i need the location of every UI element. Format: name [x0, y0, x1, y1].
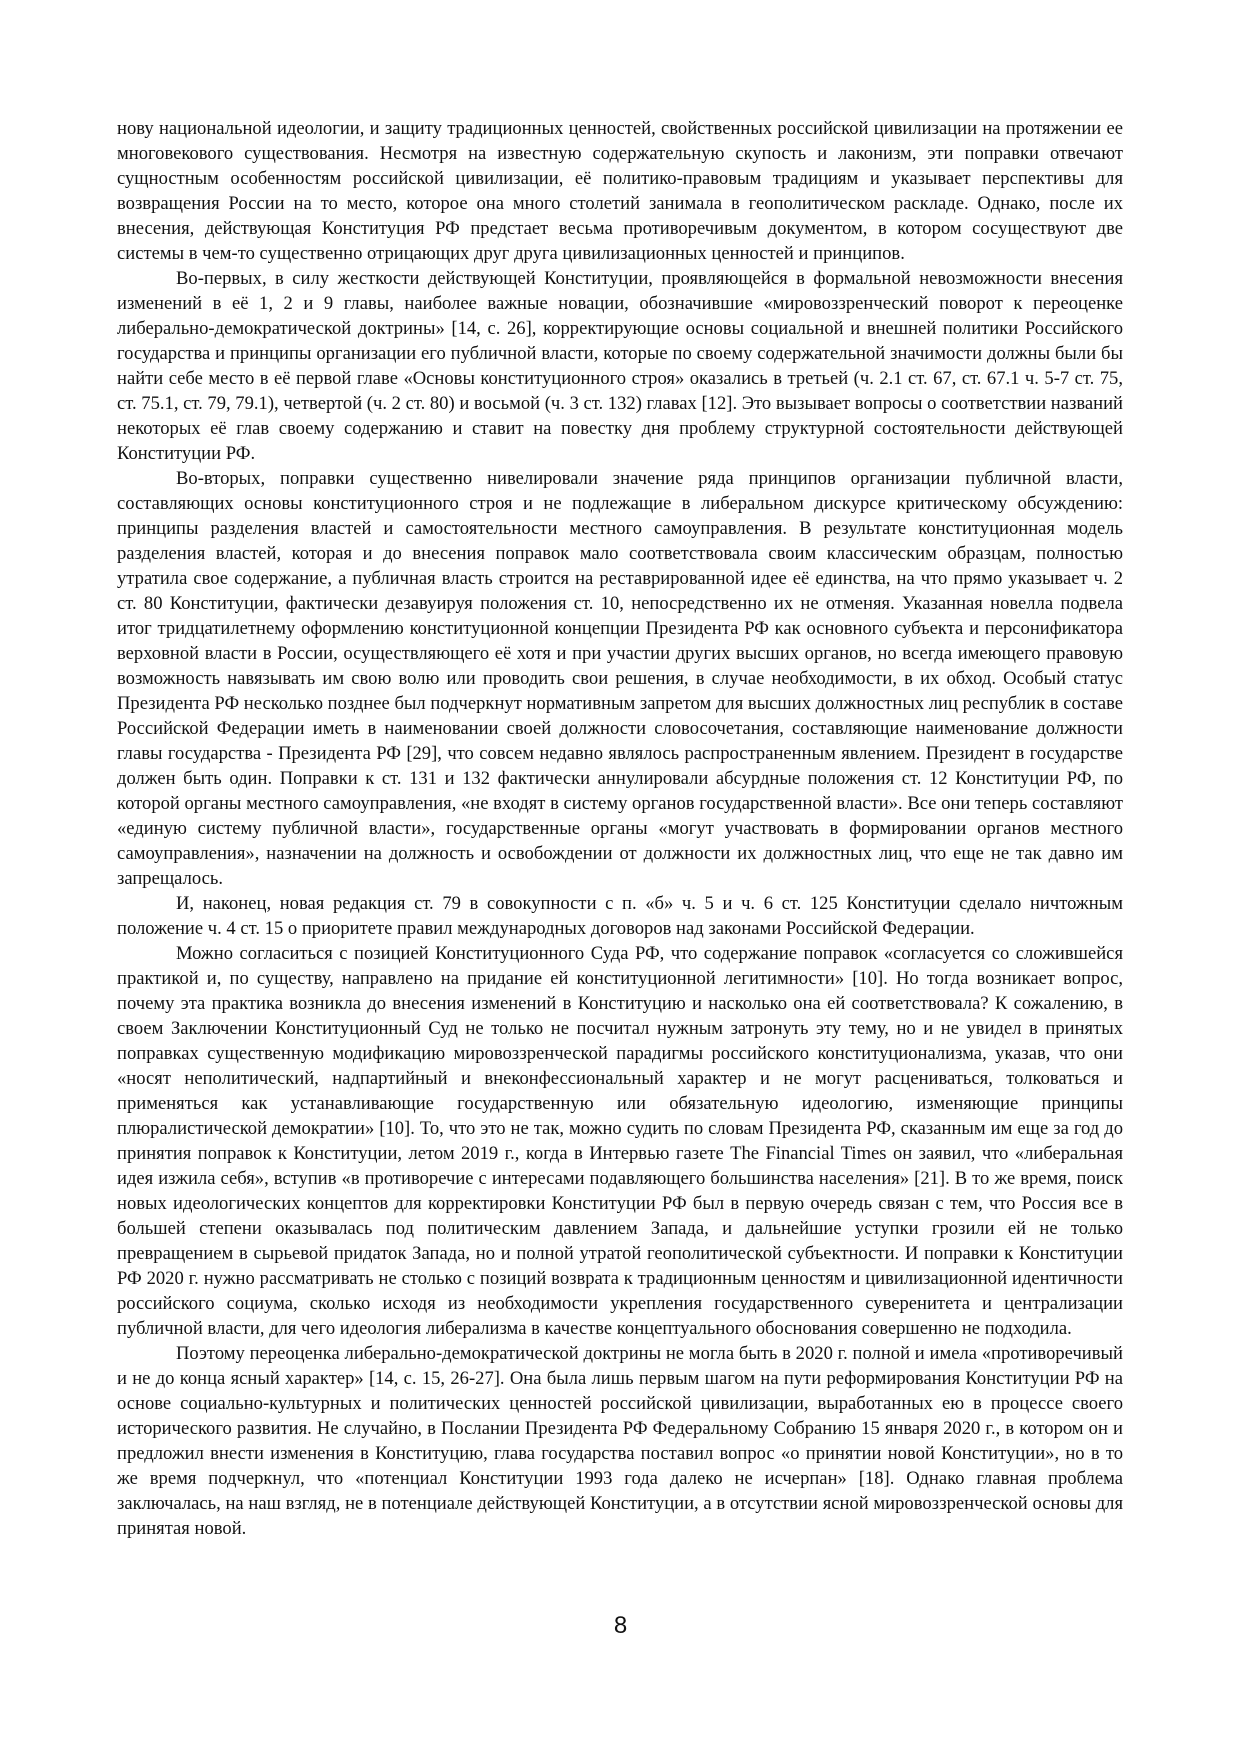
paragraph-2: Во-первых, в силу жесткости действующей Конституции, проявляющейся в формальной невозможности внесения изменений в её 1, 2 и 9 главы, наиболее важные новации, обозначившие «мировоззренческий поворот к переоценке либерально-демократической доктрины» [14, с. 26], корректирующие основы социальной и внешней политики Российского государства и принципы организации его публичной власти, которые по своему содержательной значимости должны были бы найти себе место в её первой главе «Основы конституционного строя» оказались в третьей (ч. 2.1 ст. 67, ст. 67.1 ч. 5-7 ст. 75, ст. 75.1, ст. 79, 79.1), четвертой (ч. 2 ст. 80) и восьмой (ч. 3 ст. 132) главах [12]. Это вызывает вопросы о соответствии названий некоторых её глав своему содержанию и ставит на повестку дня проблему структурной состоятельности действующей Конституции РФ.	[117, 268, 1123, 464]
paragraph-4: И, наконец, новая редакция ст. 79 в совокупности с п. «б» ч. 5 и ч. 6 ст. 125 Конституции сделало ничтожным положение ч. 4 ст. 15 о приоритете правил международных договоров над законами Российской Федерации.	[117, 893, 1123, 939]
page-number: 8	[613, 1612, 628, 1639]
paragraph-3: Во-вторых, поправки существенно нивелировали значение ряда принципов организации публичной власти, составляющих основы конституционного строя и не подлежащие в либеральном дискурсе критическому обсуждению: принципы разделения властей и самостоятельности местного самоуправления. В результате конституционная модель разделения властей, которая и до внесения поправок мало соответствовала своим классическим образцам, полностью утратила свое содержание, а публичная власть строится на реставрированной идее её единства, на что прямо указывает ч. 2 ст. 80 Конституции, фактически дезавуируя положения ст. 10, непосредственно их не отменяя. Указанная новелла подвела итог тридцатилетнему оформлению конституционной концепции Президента РФ как основного субъекта и персонификатора верховной власти в России, осуществляющего её хотя и при участии других высших органов, но всегда имеющего правовую возможность навязывать им свою волю или проводить свои решения, в случае необходимости, в их обход. Особый статус Президента РФ несколько позднее был подчеркнут нормативным запретом для высших должностных лиц республик в составе Российской Федерации иметь в наименовании своей должности словосочетания, составляющие наименование должности главы государства - Президента РФ [29], что совсем недавно являлось распространенным явлением. Президент в государстве должен быть один. Поправки к ст. 131 и 132 фактически аннулировали абсурдные положения ст. 12 Конституции РФ, по которой органы местного самоуправления, «не входят в систему органов государственной власти». Все они теперь составляют «единую систему публичной власти», государственные органы «могут участвовать в формировании органов местного самоуправления», назначении на должность и освобождении от должности их должностных лиц, что еще не так давно им запрещалось.	[117, 468, 1123, 889]
paragraph-6: Поэтому переоценка либерально-демократической доктрины не могла быть в 2020 г. полной и имела «противоречивый и не до конца ясный характер» [14, с. 15, 26-27]. Она была лишь первым шагом на пути реформирования Конституции РФ на основе социально-культурных и политических ценностей российской цивилизации, выработанных ею в процессе своего исторического развития. Не случайно, в Послании Президента РФ Федеральному Собранию 15 января 2020 г., в котором он и предложил внести изменения в Конституцию, глава государства поставил вопрос «о принятии новой Конституции», но в то же время подчеркнул, что «потенциал Конституции 1993 года далеко не исчерпан» [18]. Однако главная проблема заключалась, на наш взгляд, не в потенциале действующей Конституции, а в отсутствии ясной мировоззренческой основы для принятая новой.	[117, 1343, 1123, 1539]
paragraph-5: Можно согласиться с позицией Конституционного Суда РФ, что содержание поправок «согласуется со сложившейся практикой и, по существу, направлено на придание ей конституционной легитимности» [10]. Но тогда возникает вопрос, почему эта практика возникла до внесения изменений в Конституцию и насколько она ей соответствовала? К сожалению, в своем Заключении Конституционный Суд не только не посчитал нужным затронуть эту тему, но и не увидел в принятых поправках существенную модификацию мировоззренческой парадигмы российского конституционализма, указав, что они «носят неполитический, надпартийный и внеконфессиональный характер и не могут расцениваться, толковаться и применяться как устанавливающие государственную или обязательную идеологию, изменяющие принципы плюралистической демократии» [10]. То, что это не так, можно судить по словам Президента РФ, сказанным им еще за год до принятия поправок к Конституции, летом 2019 г., когда в Интервью газете The Financial Times он заявил, что «либеральная идея изжила себя», вступив «в противоречие с интересами подавляющего большинства населения» [21]. В то же время, поиск новых идеологических концептов для корректировки Конституции РФ был в первую очередь связан с тем, что Россия все в большей степени оказывалась под политическим давлением Запада, и дальнейшие уступки грозили ей не только превращением в сырьевой придаток Запада, но и полной утратой геополитической субъектности. И поправки к Конституции РФ 2020 г. нужно рассматривать не столько с позиций возврата к традиционным ценностям и цивилизационной идентичности российского социума, сколько исходя из необходимости укрепления государственного суверенитета и централизации публичной власти, для чего идеология либерализма в качестве концептуального обоснования совершенно не подходила.	[117, 943, 1123, 1339]
body-text	[117, 116, 1123, 1541]
paragraph-1: нову национальной идеологии, и защиту традиционных ценностей, свойственных российской цивилизации на протяжении ее многовекового существования. Несмотря на известную содержательную скупость и лаконизм, эти поправки отвечают сущностным особенностям российской цивилизации, её политико-правовым традициям и указывает перспективы для возвращения России на то место, которое она много столетий занимала в геополитическом раскладе. Однако, после их внесения, действующая Конституция РФ предстает весьма противоречивым документом, в котором сосуществуют две системы в чем-то существенно отрицающих друг друга цивилизационных ценностей и принципов.	[117, 118, 1123, 264]
